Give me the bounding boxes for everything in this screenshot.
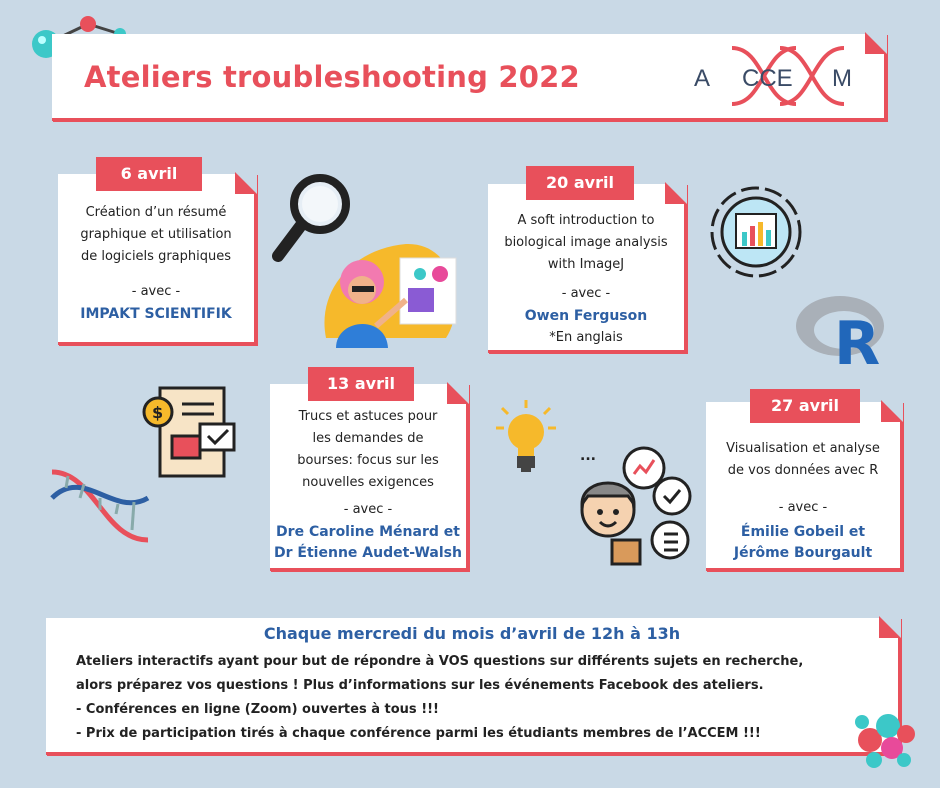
svg-text:CCE: CCE bbox=[742, 65, 793, 92]
info-card bbox=[46, 618, 901, 755]
workshop-speaker: Owen Ferguson bbox=[524, 308, 648, 324]
workshop-card-20-avril bbox=[488, 184, 687, 353]
workshop-speaker: IMPAKT SCIENTIFIK bbox=[80, 306, 232, 322]
page-title: Ateliers troubleshooting 2022 bbox=[84, 60, 580, 94]
accem-logo bbox=[684, 40, 862, 112]
workshop-description-line: nouvelles exigences bbox=[302, 475, 434, 490]
info-line: - Prix de participation tirés à chaque conférence parmi les étudiants membres de l’ACCEM !!! bbox=[76, 726, 761, 741]
workshop-speaker: Jérôme Bourgault bbox=[733, 545, 873, 561]
svg-text:A: A bbox=[694, 65, 711, 92]
workshop-description-line: graphique et utilisation bbox=[80, 227, 232, 242]
workshop-speaker: Dr Étienne Audet-Walsh bbox=[274, 545, 462, 561]
workshop-description-line: bourses: focus sur les bbox=[297, 453, 439, 468]
workshop-date: 6 avril bbox=[96, 157, 202, 191]
workshop-card-13-avril bbox=[270, 384, 469, 571]
info-line: - Conférences en ligne (Zoom) ouvertes à tous !!! bbox=[76, 702, 439, 717]
workshop-speaker: Émilie Gobeil et bbox=[740, 524, 866, 540]
workshop-date: 13 avril bbox=[308, 367, 414, 401]
workshop-description-line: with ImageJ bbox=[547, 257, 625, 272]
workshop-description-line: A soft introduction to bbox=[517, 213, 655, 228]
svg-text:M: M bbox=[832, 65, 852, 92]
workshop-date: 27 avril bbox=[750, 389, 860, 423]
lightbulb-icon bbox=[488, 398, 564, 480]
dna-icon bbox=[44, 458, 156, 554]
workshop-description-line: biological image analysis bbox=[504, 235, 668, 250]
workshop-description-line: Visualisation et analyse bbox=[726, 441, 880, 456]
chart-icon bbox=[708, 184, 804, 280]
presenter-illustration bbox=[316, 228, 466, 354]
svg-text:...: ... bbox=[580, 448, 596, 464]
molecule-cluster-icon bbox=[848, 704, 918, 772]
workshop-description-line: de logiciels graphiques bbox=[80, 249, 231, 264]
workshop-description-line: les demandes de bbox=[312, 431, 424, 446]
workshop-description-line: Trucs et astuces pour bbox=[298, 409, 438, 424]
r-logo bbox=[794, 292, 892, 370]
workshop-card-6-avril bbox=[58, 174, 257, 345]
workshop-date: 20 avril bbox=[526, 166, 634, 200]
workshop-speaker: Dre Caroline Ménard et bbox=[276, 524, 460, 540]
info-line: Ateliers interactifs ayant pour but de répondre à VOS questions sur différents sujets en recherche, bbox=[76, 654, 804, 669]
workshop-description-line: de vos données avec R bbox=[727, 463, 879, 478]
person-tasks-icon bbox=[572, 446, 698, 572]
svg-text:$: $ bbox=[152, 403, 164, 422]
workshop-description-line: Création d’un résumé bbox=[85, 205, 227, 220]
svg-text:R: R bbox=[834, 309, 881, 370]
info-line: alors préparez vos questions ! Plus d’informations sur les événements Facebook des ateliers. bbox=[76, 678, 764, 693]
avec-label: - avec - bbox=[343, 502, 393, 517]
workshop-card-27-avril bbox=[706, 402, 903, 571]
avec-label: - avec - bbox=[131, 284, 181, 299]
info-heading: Chaque mercredi du mois d’avril de 12h à 13h bbox=[263, 624, 681, 643]
language-note: *En anglais bbox=[549, 330, 623, 345]
avec-label: - avec - bbox=[561, 286, 611, 301]
avec-label: - avec - bbox=[778, 500, 828, 515]
